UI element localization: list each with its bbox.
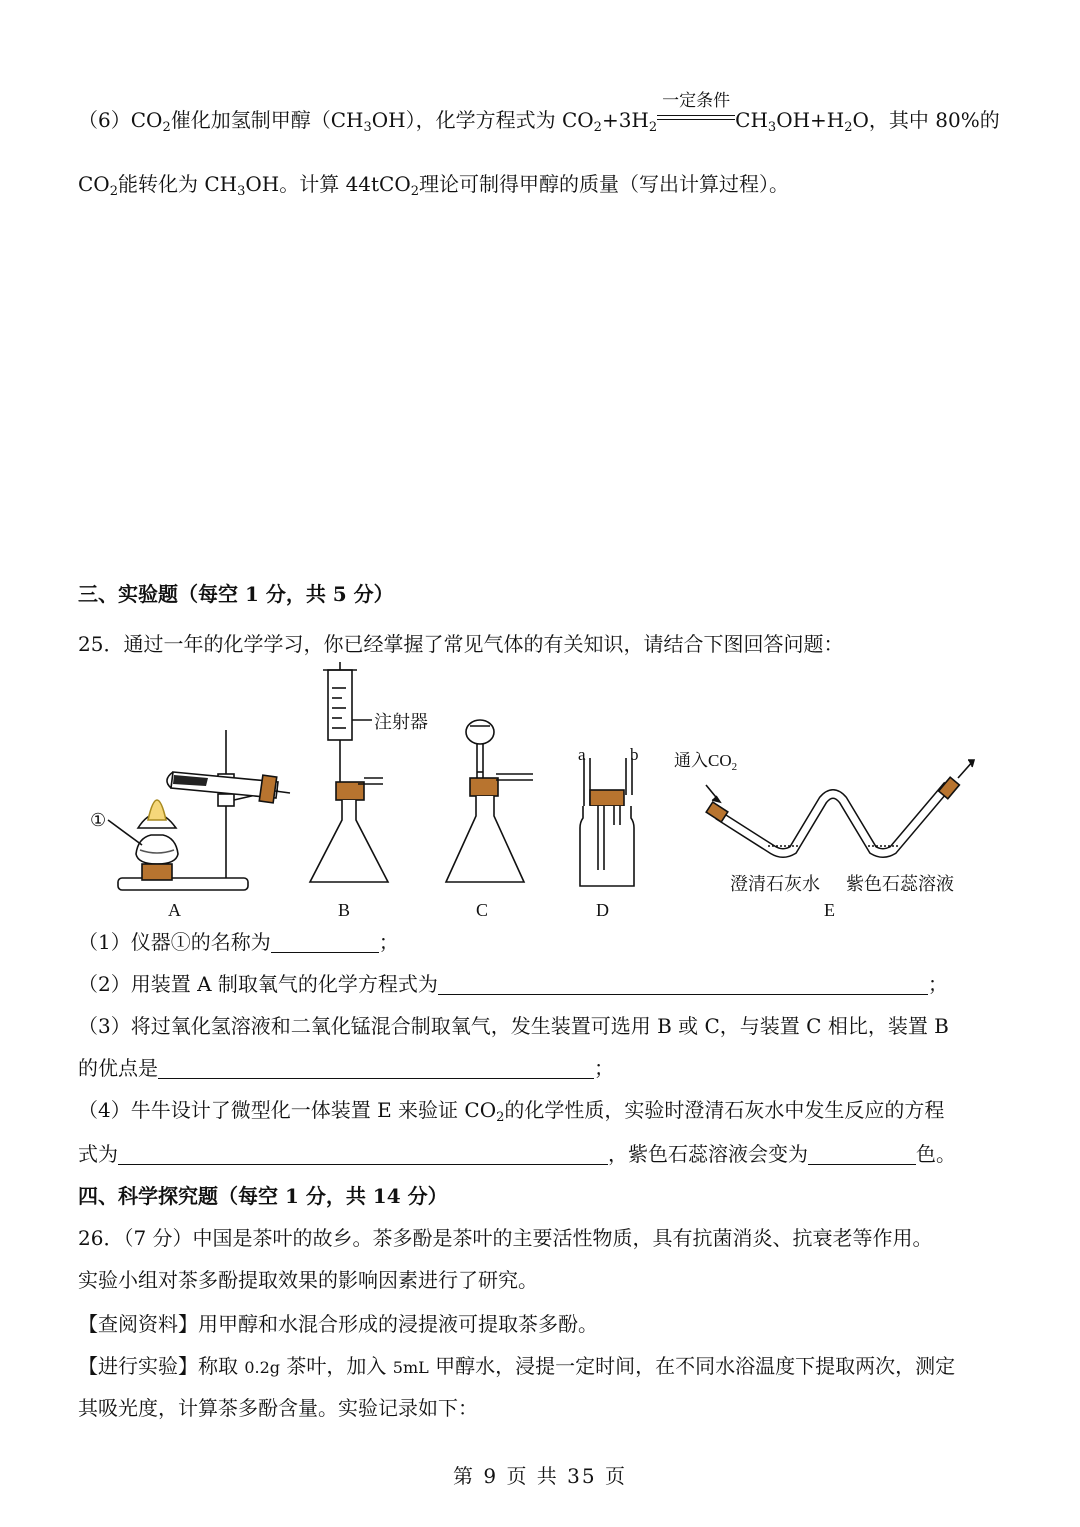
- section-title-experiment: 三、实验题（每空 1 分，共 5 分）: [78, 582, 394, 606]
- apparatus-d: [580, 758, 634, 886]
- answer-blank-2[interactable]: [438, 972, 928, 995]
- q26-line1: 26．（7 分）中国是茶叶的故乡。茶多酚是茶叶的主要活性物质，具有抗菌消炎、抗衰老等作用。: [78, 1226, 933, 1250]
- litmus-label: 紫色石蕊溶液: [846, 874, 954, 894]
- apparatus-b: [310, 662, 388, 882]
- q26-reference: 【查阅资料】用甲醇和水混合形成的浸提液可提取茶多酚。: [78, 1312, 598, 1336]
- page-footer: 第 9 页 共 35 页: [453, 1464, 627, 1488]
- port-a-label: a: [578, 745, 586, 764]
- equation-arrow: [657, 91, 735, 125]
- answer-blank-3[interactable]: [158, 1056, 594, 1079]
- apparatus-figure: [78, 660, 1004, 922]
- answer-blank-1[interactable]: [271, 930, 379, 953]
- q26-line2: 实验小组对茶多酚提取效果的影响因素进行了研究。: [78, 1268, 538, 1292]
- q25-part3-line1: （3）将过氧化氢溶液和二氧化锰混合制取氧气，发生装置可选用 B 或 C，与装置 C 相比，装置 B: [78, 1014, 949, 1038]
- q25-part3-line2: 的优点是 ；: [78, 1056, 614, 1080]
- syringe-label: 注射器: [374, 712, 428, 732]
- q25-part1: （1）仪器①的名称为 ；: [78, 930, 399, 954]
- label-e: E: [824, 900, 835, 920]
- port-b-label: b: [630, 745, 639, 764]
- q25-part2: （2）用装置 A 制取氧气的化学方程式为 ；: [78, 972, 948, 996]
- limewater-label: 澄清石灰水: [730, 874, 820, 894]
- q26-line5: 其吸光度，计算茶多酚含量。实验记录如下：: [78, 1396, 478, 1420]
- label-b: B: [338, 900, 351, 920]
- q25-part4-line1: （4）牛牛设计了微型化一体装置 E 来验证 $CO_2$的化学性质，实验时澄清石灰水中发生反应的方程: [78, 1098, 945, 1125]
- q26-experiment: 【进行实验】称取 0.2g 茶叶，加入 5mL 甲醇水，浸提一定时间，在不同水浴温度下提取两次，测定: [78, 1354, 956, 1378]
- q6-line1: $(6)CO_2$催化加氢制甲醇$(CH_3OH)$，化学方程式为 $CO_2+3H_2$ 一定条件 $CH_3OH+H_2O$，其中 80%的: [78, 106, 1004, 134]
- q25-stem: 25．通过一年的化学学习，你已经掌握了常见气体的有关知识，请结合下图回答问题：: [78, 632, 844, 656]
- label-c: C: [476, 900, 489, 920]
- answer-blank-5[interactable]: [808, 1142, 916, 1165]
- q6-line2: $CO_2$能转化为 $CH_3OH$。计算 44tCO$_2$理论可制得甲醇的质量（写出计算过程）。: [78, 172, 790, 199]
- instrument-marker-1: ①: [90, 810, 107, 830]
- label-a: A: [168, 900, 181, 920]
- label-d: D: [596, 900, 609, 920]
- apparatus-a: [90, 730, 290, 890]
- inlet-label: 通入$CO_2$: [674, 751, 738, 773]
- apparatus-e: [706, 760, 974, 853]
- q25-part4-line2: 式为 ，紫色石蕊溶液会变为 色。: [78, 1142, 956, 1166]
- section-title-inquiry: 四、科学探究题（每空 1 分，共 14 分）: [78, 1184, 448, 1208]
- answer-blank-4[interactable]: [118, 1142, 608, 1165]
- reaction-condition: 一定条件: [662, 91, 731, 111]
- apparatus-c: [446, 720, 533, 882]
